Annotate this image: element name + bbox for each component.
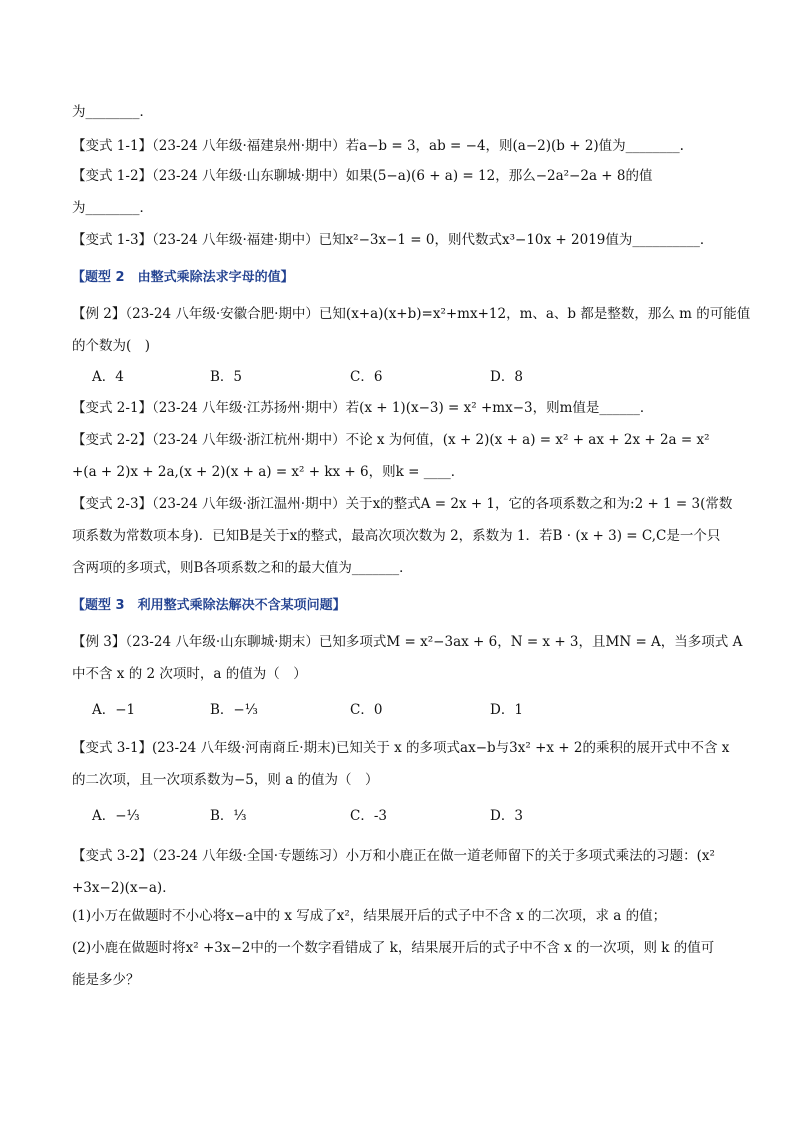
exercise-1-1: 【变式 1-1】（23-24 八年级·福建泉州·期中）若a−b = 3，ab = −4，则(a−2)(b + 2)值为________. bbox=[72, 138, 684, 154]
exercise-2-1: 【变式 2-1】（23-24 八年级·江苏扬州·期中）若(x + 1)(x−3) = x² +mx−3，则m值是______． bbox=[72, 400, 654, 416]
option-a: A．−1 bbox=[92, 702, 136, 718]
option-d: D．1 bbox=[490, 702, 523, 718]
text-line: 为________． bbox=[72, 104, 153, 120]
text-line: 的二次项，且一次项系数为−5，则 a 的值为（ ） bbox=[72, 772, 379, 788]
text-line: +3x−2)(x−a)． bbox=[72, 880, 176, 896]
text-line: 能是多少？ bbox=[72, 972, 140, 988]
exercise-2-2: 【变式 2-2】（23-24 八年级·浙江杭州·期中）不论 x 为何值，(x + 2)(x + a) = x² + ax + 2x + 2a = x² bbox=[72, 432, 710, 448]
exercise-3-1: 【变式 3-1】(23-24 八年级·河南商丘·期末)已知关于 x 的多项式ax−b与3x² +x + 2的乘积的展开式中不含 x bbox=[72, 740, 730, 756]
example-3: 【例 3】（23-24 八年级·山东聊城·期末）已知多项式M = x²−3ax + 6，N = x + 3，且MN = A，当多项式 A bbox=[72, 634, 743, 650]
option-d: D．3 bbox=[490, 808, 523, 824]
option-a: A．4 bbox=[92, 369, 124, 385]
question-part-2: (2)小鹿在做题时将x² +3x−2中的一个数字看错成了 k，结果展开后的式子中不含 x 的一次项，则 k 的值可 bbox=[72, 940, 715, 956]
option-d: D．8 bbox=[490, 369, 523, 385]
exercise-2-3: 【变式 2-3】（23-24 八年级·浙江温州·期中）关于x的整式A = 2x + 1，它的各项系数之和为:2 + 1 = 3(常数 bbox=[72, 496, 733, 512]
text-line: +(a + 2)x + 2a,(x + 2)(x + a) = x² + kx + 6，则k = ____． bbox=[72, 464, 465, 480]
text-line: 的个数为( ) bbox=[72, 338, 151, 354]
option-a: A．−⅓ bbox=[92, 808, 140, 824]
text-line: 为________． bbox=[72, 200, 153, 216]
option-c: C．-3 bbox=[350, 808, 387, 824]
option-c: C．6 bbox=[350, 369, 383, 385]
section-heading-2: 【题型 2 由整式乘除法求字母的值】 bbox=[72, 270, 294, 285]
example-2: 【例 2】（23-24 八年级·安徽合肥·期中）已知(x+a)(x+b)=x²+mx+12，m、a、b 都是整数，那么 m 的可能值 bbox=[72, 306, 751, 322]
option-c: C．0 bbox=[350, 702, 383, 718]
exercise-3-2: 【变式 3-2】（23-24 八年级·全国·专题练习）小万和小鹿正在做一道老师留下的关于多项式乘法的习题：(x² bbox=[72, 848, 715, 864]
text-line: 含两项的多项式，则B各项系数之和的最大值为_______． bbox=[72, 560, 413, 576]
section-heading-3: 【题型 3 利用整式乘除法解决不含某项问题】 bbox=[72, 598, 346, 613]
option-b: B．−⅓ bbox=[210, 702, 258, 718]
option-b: B．5 bbox=[210, 369, 243, 385]
text-line: 中不含 x 的 2 次项时，a 的值为（ ） bbox=[72, 666, 307, 682]
text-line: 项系数为常数项本身)．已知B是关于x的整式，最高次项次数为 2，系数为 1．若B · (x + 3) = C,C是一个只 bbox=[72, 528, 721, 544]
exercise-1-2: 【变式 1-2】（23-24 八年级·山东聊城·期中）如果(5−a)(6 + a) = 12，那么−2a²−2a + 8的值 bbox=[72, 168, 653, 184]
exercise-1-3: 【变式 1-3】（23-24 八年级·福建·期中）已知x²−3x−1 = 0，则代数式x³−10x + 2019值为__________． bbox=[72, 232, 714, 248]
question-part-1: (1)小万在做题时不小心将x−a中的 x 写成了x²，结果展开后的式子中不含 x 的二次项，求 a 的值； bbox=[72, 908, 667, 924]
option-b: B．⅓ bbox=[210, 808, 247, 824]
